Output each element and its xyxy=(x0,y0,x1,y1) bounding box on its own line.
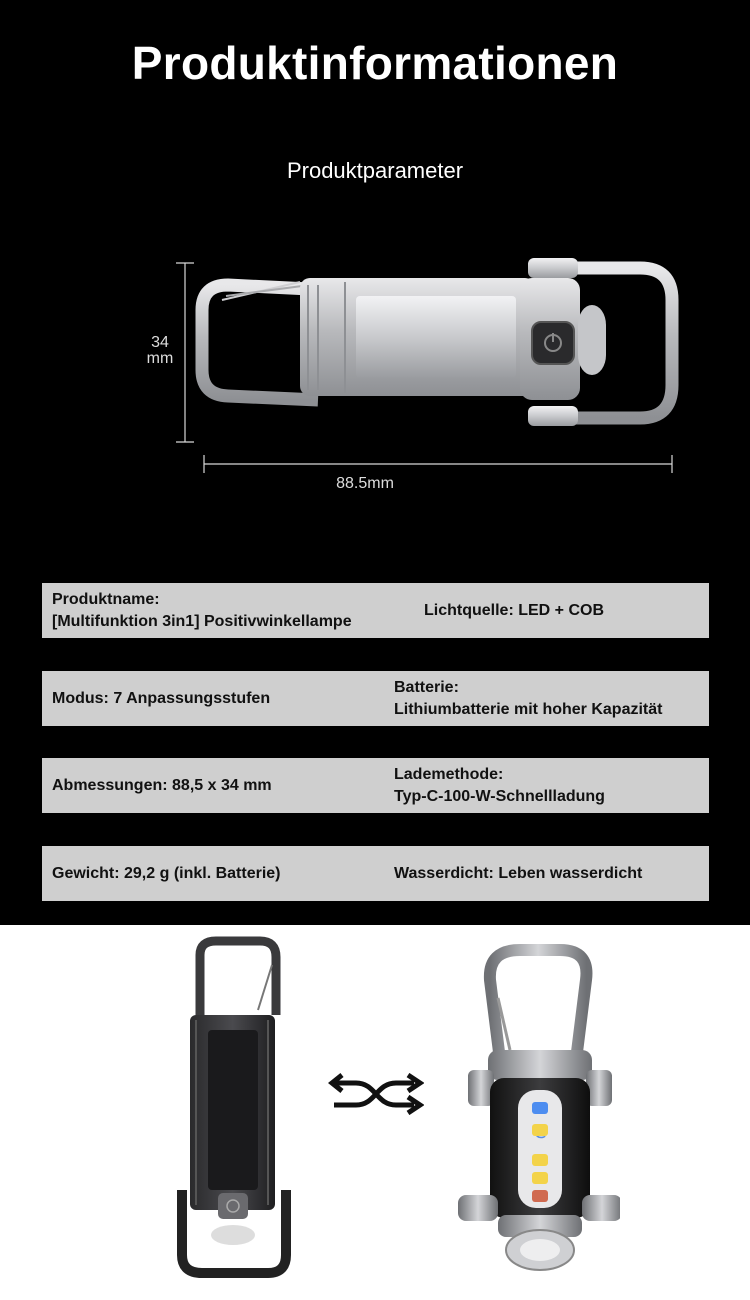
height-unit: mm xyxy=(146,350,174,367)
led-red xyxy=(532,1190,548,1202)
led-yellow-2 xyxy=(532,1154,548,1166)
spec-battery xyxy=(394,671,709,726)
width-dimension-line xyxy=(204,455,672,473)
product-views-section xyxy=(0,925,750,1300)
spec-product-name xyxy=(52,583,392,638)
spec-row xyxy=(42,583,709,638)
spec-label: Gewicht: 29,2 g (inkl. Batterie) xyxy=(52,864,281,882)
spec-row xyxy=(42,671,709,726)
spec-dimensions xyxy=(52,758,392,813)
spec-row xyxy=(42,758,709,813)
spec-value: [Multifunktion 3in1] Positivwinkellampe xyxy=(52,612,352,630)
spec-charging xyxy=(394,758,709,813)
spec-waterproof xyxy=(394,846,709,901)
spec-label: Wasserdicht: Leben wasserdicht xyxy=(394,864,643,882)
spec-label: Produktname: xyxy=(52,590,160,608)
section-subtitle: Produktparameter xyxy=(286,158,464,183)
spec-label: Abmessungen: 88,5 x 34 mm xyxy=(52,776,272,794)
lamp-front-view xyxy=(450,940,620,1285)
led-blue xyxy=(532,1102,548,1114)
spec-label: Lichtquelle: LED + COB xyxy=(424,601,605,619)
spec-value: Typ-C-100-W-Schnellladung xyxy=(394,787,605,805)
spec-label: Batterie: xyxy=(394,678,459,696)
lamp-black-view xyxy=(160,935,310,1280)
height-value: 34 xyxy=(151,334,169,351)
power-button xyxy=(532,322,574,364)
height-dimension-label xyxy=(140,335,180,367)
page-title: Produktinformationen xyxy=(131,37,619,89)
spec-row xyxy=(42,846,709,901)
led-yellow-3 xyxy=(532,1172,548,1184)
spec-label: Lademethode: xyxy=(394,765,504,783)
product-dimension-image xyxy=(0,240,750,510)
spec-label: Modus: 7 Anpassungsstufen xyxy=(52,689,271,707)
spec-light-source xyxy=(424,583,739,638)
led-yellow-1 xyxy=(532,1124,548,1136)
spec-mode xyxy=(52,671,392,726)
spec-weight xyxy=(52,846,392,901)
swap-arrows-icon xyxy=(328,1073,424,1115)
width-dimension-label: 88.5mm xyxy=(336,475,394,492)
spec-value: Lithiumbatterie mit hoher Kapazität xyxy=(394,700,663,718)
